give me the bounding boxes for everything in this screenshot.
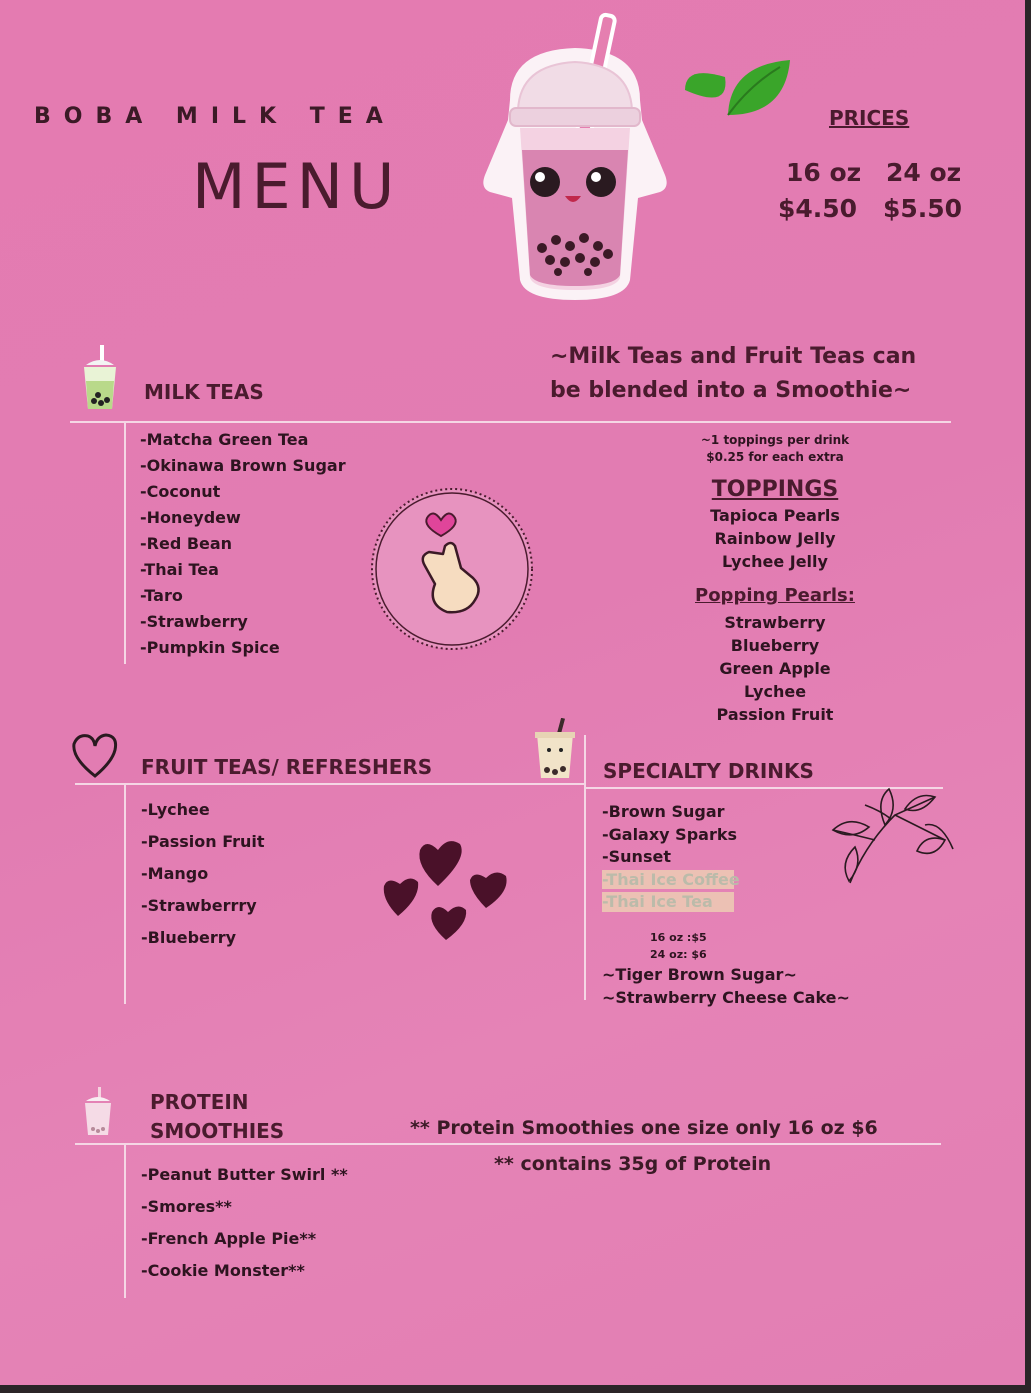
milk-teas-list (140, 430, 346, 657)
protein-heading (150, 1088, 284, 1146)
protein-note-2: ** contains 35g of Protein (494, 1153, 772, 1175)
specialty-extra-1: ~Tiger Brown Sugar~ (602, 965, 797, 984)
protein-list (141, 1165, 348, 1280)
fruit-teas-list (141, 800, 265, 947)
list-item: -Blueberry (141, 928, 237, 947)
protein-divider (75, 1143, 941, 1145)
list-item: -Taro (140, 586, 183, 605)
heart-outline-icon (70, 732, 120, 780)
protein-cup-icon (82, 1087, 114, 1137)
protein-vline (124, 1144, 126, 1298)
menu-subtitle: BOBA MILK TEA (34, 104, 396, 129)
list-item: -Okinawa Brown Sugar (140, 456, 346, 475)
list-item: -Mango (141, 864, 209, 883)
popping-pearls-heading: Popping Pearls: (695, 585, 855, 606)
protein-note-1: ** Protein Smoothies one size only 16 oz $6 (410, 1117, 878, 1139)
list-item: -Pumpkin Spice (140, 638, 280, 657)
list-item: -Sunset (602, 847, 671, 866)
list-item-taped: -Thai Ice Coffee (602, 869, 740, 889)
toppings-note1: ~1 toppings per drink (700, 433, 850, 447)
list-item: Lychee Jelly (722, 552, 828, 571)
specialty-extra-2: ~Strawberry Cheese Cake~ (602, 988, 850, 1007)
prices-label: PRICES (829, 106, 910, 130)
list-item: Lychee (743, 682, 807, 701)
smoothie-note-line2: be blended into a Smoothie~ (550, 378, 912, 403)
boba-cup-mascot (470, 10, 680, 305)
list-item: -Red Bean (140, 534, 233, 553)
list-item: Rainbow Jelly (714, 529, 836, 548)
list-item: Tapioca Pearls (710, 506, 840, 525)
list-item: Green Apple (719, 659, 831, 678)
hearts-cluster-icon (376, 836, 511, 944)
price-24oz: $5.50 (883, 194, 963, 223)
list-item: Blueberry (730, 636, 820, 655)
milk-tea-cup-icon (80, 345, 120, 413)
milk-teas-vline (124, 422, 126, 664)
size-24oz: 24 oz (886, 158, 962, 187)
list-item: -Strawberry (140, 612, 248, 631)
list-item: -Galaxy Sparks (602, 824, 737, 844)
list-item-taped: -Thai Ice Tea (602, 892, 734, 912)
list-item: -Lychee (141, 800, 210, 819)
list-item: -Peanut Butter Swirl ** (141, 1165, 348, 1184)
list-item: -Honeydew (140, 508, 241, 527)
list-item: -Passion Fruit (141, 832, 265, 851)
list-item: -French Apple Pie** (141, 1229, 317, 1248)
milk-teas-divider (70, 421, 951, 423)
branch-leaves-icon (825, 785, 955, 885)
fruit-teas-vline (124, 784, 126, 1004)
specialty-price-16: 16 oz :$5 (650, 931, 707, 944)
fruit-teas-heading: FRUIT TEAS/ REFRESHERS (141, 755, 433, 779)
milk-teas-heading: MILK TEAS (144, 380, 264, 404)
list-item: -Strawberrry (141, 896, 257, 915)
protein-heading-line2: SMOOTHIES (150, 1119, 285, 1143)
specialty-cup-icon (533, 718, 577, 780)
list-item: -Brown Sugar (602, 802, 725, 821)
protein-heading-line1: PROTEIN (150, 1090, 249, 1114)
list-item: Strawberry (724, 613, 826, 632)
list-item: -Thai Tea (140, 560, 219, 579)
specialty-prices (650, 929, 707, 963)
list-item: -Cookie Monster** (141, 1261, 305, 1280)
specialty-heading: SPECIALTY DRINKS (603, 759, 814, 783)
list-item: -Coconut (140, 482, 221, 501)
toppings-note2: $0.25 for each extra (706, 450, 844, 464)
fruit-teas-divider (75, 783, 585, 785)
smoothie-note (550, 340, 916, 408)
specialty-price-24: 24 oz: $6 (650, 948, 707, 961)
specialty-vline (584, 735, 586, 1000)
specialty-list (602, 802, 740, 912)
list-item: Passion Fruit (716, 705, 834, 724)
leaf-icon (680, 55, 795, 125)
list-item: -Matcha Green Tea (140, 430, 309, 449)
toppings-block (690, 432, 860, 726)
size-16oz: 16 oz (786, 158, 862, 187)
smoothie-note-line1: ~Milk Teas and Fruit Teas can (550, 344, 917, 369)
menu-title: MENU (192, 150, 401, 223)
toppings-heading: TOPPINGS (711, 477, 839, 502)
finger-heart-icon (367, 484, 537, 654)
list-item: -Smores** (141, 1197, 232, 1216)
price-16oz: $4.50 (778, 194, 858, 223)
